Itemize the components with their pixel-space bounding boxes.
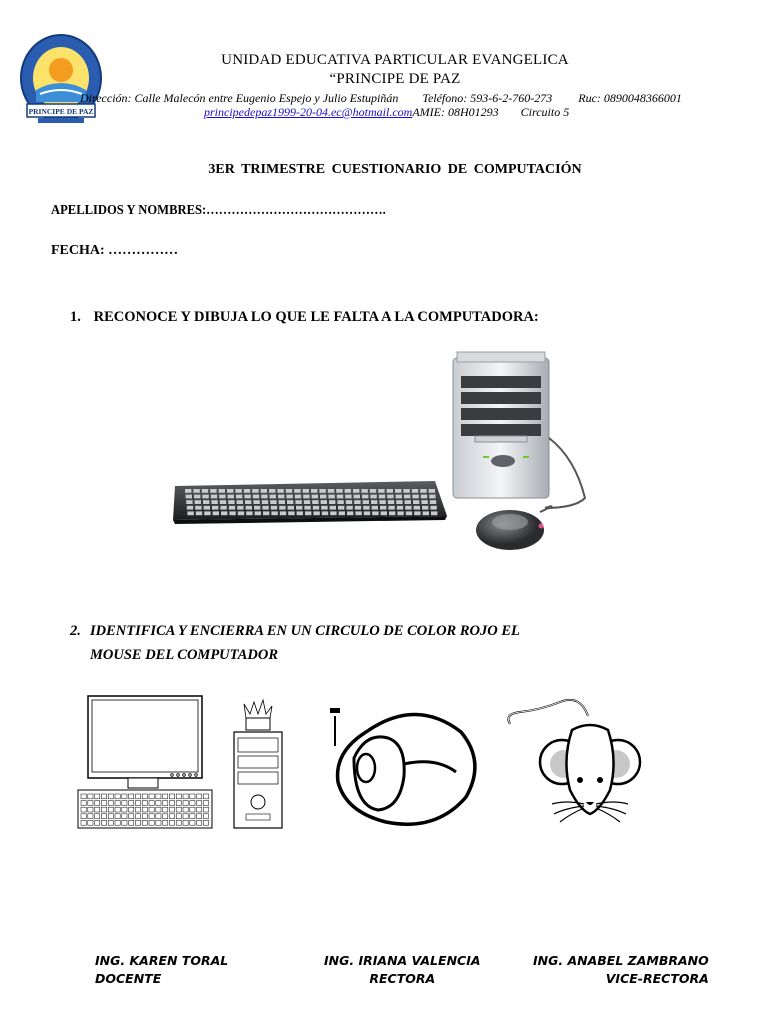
keyboard-key [311, 489, 317, 493]
keyboard-key [347, 511, 353, 515]
phone: Teléfono: 593-6-2-760-273 [422, 91, 553, 105]
keyboard-key [396, 495, 402, 499]
keyboard-key [81, 814, 86, 819]
school-motto: “PRINCIPE DE PAZ [329, 71, 461, 87]
keyboard-key [195, 500, 201, 504]
signature-name: ING. IRIANA VALENCIA [324, 953, 481, 968]
monitor-keyboard-drawing[interactable] [76, 692, 216, 832]
keyboard-key [88, 814, 93, 819]
keyboard-key [346, 506, 352, 510]
computer-illustration [165, 348, 605, 563]
keyboard-key [135, 814, 140, 819]
keyboard-key [363, 506, 369, 510]
keyboard-key [269, 489, 275, 493]
keyboard-key [101, 801, 106, 806]
keyboard-key [286, 489, 292, 493]
keyboard-key [169, 807, 174, 812]
keyboard-key [431, 511, 437, 515]
keyboard-key [81, 801, 86, 806]
keyboard-key [169, 794, 174, 799]
keyboard-key [420, 489, 426, 493]
keyboard-key [219, 489, 225, 493]
keyboard-key [244, 489, 250, 493]
keyboard-key [412, 495, 418, 499]
keyboard-key [81, 794, 86, 799]
keyboard-key [303, 495, 309, 499]
keyboard-key [135, 807, 140, 812]
keyboard-key [296, 506, 302, 510]
keyboard-key [190, 814, 195, 819]
keyboard-key [321, 500, 327, 504]
keyboard-key [219, 495, 225, 499]
question-text-line2: MOUSE DEL COMPUTADOR [90, 647, 278, 663]
keyboard-key [378, 489, 384, 493]
ruc: Ruc: 0890048366001 [578, 91, 682, 105]
keyboard-key [212, 506, 218, 510]
keyboard-key [220, 500, 226, 504]
keyboard-key [253, 500, 259, 504]
signature-rectora [324, 952, 481, 988]
keyboard-key [370, 495, 376, 499]
keyboard-key [122, 820, 127, 825]
keyboard-key [115, 820, 120, 825]
keyboard-key [228, 495, 234, 499]
keyboard-key [364, 511, 370, 515]
keyboard-key [156, 814, 161, 819]
keyboard-key [387, 495, 393, 499]
signature-role: RECTORA [369, 971, 436, 986]
keyboard-key [95, 794, 100, 799]
keyboard-key [262, 506, 268, 510]
keyboard-key [203, 807, 208, 812]
keyboard-key [213, 511, 219, 515]
keyboard-key [187, 506, 193, 510]
keyboard-key [88, 794, 93, 799]
keyboard-key [396, 500, 402, 504]
keyboard-key [197, 807, 202, 812]
keyboard-key [346, 500, 352, 504]
keyboard-key [108, 794, 113, 799]
names-field[interactable]: APELLIDOS Y NOMBRES:……………………………………. [51, 203, 386, 218]
keyboard-key [115, 801, 120, 806]
keyboard-key [101, 794, 106, 799]
keyboard-key [321, 506, 327, 510]
keyboard-key [288, 506, 294, 510]
keyboard-key [203, 794, 208, 799]
keyboard-key [412, 489, 418, 493]
keyboard-key [156, 820, 161, 825]
keyboard-key [319, 489, 325, 493]
keyboard-key [203, 814, 208, 819]
keyboard-key [228, 500, 234, 504]
email-link[interactable]: principedepaz1999-20-04.ec@hotmail.com [204, 105, 413, 119]
keyboard-key [210, 489, 216, 493]
keyboard-key [252, 489, 258, 493]
keyboard-key [423, 511, 429, 515]
keyboard-key [354, 495, 360, 499]
keyboard-key [197, 801, 202, 806]
keyboard-key [295, 495, 301, 499]
keyboard [173, 481, 447, 524]
keyboard-key [196, 511, 202, 515]
keyboard-key [176, 794, 181, 799]
keyboard-key [149, 820, 154, 825]
keyboard-key [108, 814, 113, 819]
keyboard-key [88, 801, 93, 806]
keyboard-key [397, 511, 403, 515]
keyboard-key [363, 500, 369, 504]
keyboard-key [190, 801, 195, 806]
keyboard-key [129, 794, 134, 799]
keyboard-key [95, 807, 100, 812]
keyboard-key [176, 814, 181, 819]
keyboard-key [280, 511, 286, 515]
keyboard-key [183, 794, 188, 799]
keyboard-key [278, 495, 284, 499]
keyboard-key [355, 506, 361, 510]
keyboard-key [397, 506, 403, 510]
mouse-device [476, 506, 551, 550]
keyboard-key [354, 500, 360, 504]
keyboard-key [183, 814, 188, 819]
keyboard-key [163, 814, 168, 819]
keyboard-key [304, 500, 310, 504]
keyboard-key [320, 495, 326, 499]
keyboard-key [429, 495, 435, 499]
keyboard-key [163, 801, 168, 806]
keyboard-key [194, 495, 200, 499]
keyboard-key [122, 794, 127, 799]
keyboard-key [108, 820, 113, 825]
keyboard-key [163, 820, 168, 825]
keyboard-key [338, 506, 344, 510]
keyboard-key [156, 807, 161, 812]
exam-title: 3ER TRIMESTRE CUESTIONARIO DE COMPUTACIÓN [208, 162, 582, 177]
keyboard-key [255, 511, 261, 515]
keyboard-key [277, 489, 283, 493]
keyboard-key [361, 489, 367, 493]
keyboard-key [287, 500, 293, 504]
keyboard-key [414, 506, 420, 510]
keyboard-key [169, 820, 174, 825]
keyboard-key [339, 511, 345, 515]
address-line [80, 91, 682, 106]
animal-mouse-drawing[interactable] [500, 690, 648, 830]
keyboard-key [183, 801, 188, 806]
keyboard-key [187, 511, 193, 515]
keyboard-key [288, 511, 294, 515]
logo-banner-text: PRINCIPE DE PAZ [28, 107, 94, 116]
keyboard-key [122, 807, 127, 812]
computer-mouse-drawing[interactable] [326, 702, 481, 832]
keyboard-key [88, 820, 93, 825]
keyboard-key [405, 506, 411, 510]
keyboard-key [221, 511, 227, 515]
keyboard-key [381, 511, 387, 515]
keyboard-key [380, 506, 386, 510]
keyboard-key [297, 511, 303, 515]
question-text: RECONOCE Y DIBUJA LO QUE LE FALTA A LA COMPUTADORA: [93, 309, 539, 325]
keyboard-key [190, 794, 195, 799]
keyboard-key [186, 500, 192, 504]
keyboard-key [183, 807, 188, 812]
keyboard-key [220, 506, 226, 510]
keyboard-key [204, 506, 210, 510]
keyboard-key [345, 495, 351, 499]
keyboard-key [329, 500, 335, 504]
tower-drawing[interactable] [230, 698, 285, 830]
keyboard-key [129, 814, 134, 819]
keyboard-key [197, 794, 202, 799]
keyboard-key [261, 489, 267, 493]
keyboard-key [262, 500, 268, 504]
keyboard-key [135, 801, 140, 806]
keyboard-key [115, 814, 120, 819]
keyboard-key [430, 500, 436, 504]
keyboard-key [237, 506, 243, 510]
keyboard-key [88, 807, 93, 812]
keyboard-key [353, 489, 359, 493]
keyboard-key [142, 801, 147, 806]
keyboard-key [190, 820, 195, 825]
keyboard-key [202, 495, 208, 499]
keyboard-key [253, 495, 259, 499]
keyboard-key [195, 506, 201, 510]
keyboard-key [246, 511, 252, 515]
keyboard-key [236, 495, 242, 499]
keyboard-key [362, 495, 368, 499]
keyboard-key [115, 794, 120, 799]
keyboard-key [294, 489, 300, 493]
keyboard-key [81, 807, 86, 812]
keyboard-key [304, 506, 310, 510]
keyboard-key [372, 511, 378, 515]
keyboard-key [193, 489, 199, 493]
keyboard-key [149, 801, 154, 806]
keyboard-key [330, 511, 336, 515]
keyboard-key [156, 794, 161, 799]
keyboard-key [149, 807, 154, 812]
keyboard-key [115, 807, 120, 812]
keyboard-key [101, 814, 106, 819]
keyboard-key [185, 489, 191, 493]
keyboard-key [245, 500, 251, 504]
signature-docente [95, 952, 228, 988]
keyboard-key [305, 511, 311, 515]
keyboard-key [129, 820, 134, 825]
keyboard-key [355, 511, 361, 515]
date-field[interactable]: FECHA: …………… [51, 243, 179, 258]
keyboard-key [197, 820, 202, 825]
keyboard-key [176, 807, 181, 812]
keyboard-key [312, 495, 318, 499]
keyboard-key [108, 807, 113, 812]
keyboard-key [388, 506, 394, 510]
keyboard-key [303, 489, 309, 493]
keyboard-key [371, 500, 377, 504]
keyboard-key [246, 506, 252, 510]
tower-case [453, 352, 585, 508]
keyboard-key [270, 500, 276, 504]
keyboard-key [142, 820, 147, 825]
school-name: UNIDAD EDUCATIVA PARTICULAR EVANGELICA [221, 52, 569, 68]
keyboard-key [227, 489, 233, 493]
keyboard-key [95, 801, 100, 806]
keyboard-key [190, 807, 195, 812]
keyboard-key [238, 511, 244, 515]
keyboard-key [328, 495, 334, 499]
keyboard-key [370, 489, 376, 493]
keyboard-key [322, 511, 328, 515]
signature-role: VICE-RECTORA [605, 971, 709, 986]
keyboard-key [203, 500, 209, 504]
question-text-line1: IDENTIFICA Y ENCIERRA EN UN CIRCULO DE COLOR ROJO EL [90, 623, 520, 639]
keyboard-key [142, 794, 147, 799]
keyboard-key [211, 500, 217, 504]
keyboard-key [388, 500, 394, 504]
keyboard-key [203, 820, 208, 825]
signature-vice-rectora [533, 952, 709, 988]
keyboard-key [279, 506, 285, 510]
amie-code: AMIE: 08H01293 [412, 105, 499, 119]
keyboard-key [142, 814, 147, 819]
keyboard-key [279, 500, 285, 504]
keyboard-key [263, 511, 269, 515]
circuit: Circuito 5 [520, 105, 570, 119]
keyboard-key [108, 801, 113, 806]
keyboard-key [95, 814, 100, 819]
keyboard-key [95, 820, 100, 825]
keyboard-key [403, 489, 409, 493]
email-line [204, 105, 569, 120]
keyboard-key [312, 500, 318, 504]
keyboard-key [261, 495, 267, 499]
keyboard-key [286, 495, 292, 499]
keyboard-key [163, 794, 168, 799]
keyboard-key [135, 794, 140, 799]
keyboard-key [405, 500, 411, 504]
keyboard-key [345, 489, 351, 493]
keyboard-key [244, 495, 250, 499]
keyboard-key [387, 489, 393, 493]
keyboard-key [169, 814, 174, 819]
keyboard-key [328, 489, 334, 493]
keyboard-key [429, 489, 435, 493]
keyboard-key [149, 794, 154, 799]
keyboard-key [202, 489, 208, 493]
keyboard-key [197, 814, 202, 819]
signature-role: DOCENTE [95, 971, 162, 986]
keyboard-key [129, 801, 134, 806]
keyboard-key [122, 801, 127, 806]
keyboard-key [395, 489, 401, 493]
question-1 [70, 309, 539, 326]
keyboard-key [337, 495, 343, 499]
address: Dirección: Calle Malecón entre Eugenio Espejo y Julio Estupiñán [80, 91, 399, 105]
keyboard-key [271, 511, 277, 515]
keyboard-key [430, 506, 436, 510]
keyboard-key [186, 495, 192, 499]
keyboard-key [237, 500, 243, 504]
keyboard-key [129, 807, 134, 812]
keyboard-key [372, 506, 378, 510]
question-number: 2. [70, 623, 81, 639]
keyboard-key [163, 807, 168, 812]
keyboard-key [211, 495, 217, 499]
keyboard-key [422, 506, 428, 510]
keyboard-key [414, 511, 420, 515]
keyboard-key [156, 801, 161, 806]
keyboard-key [271, 506, 277, 510]
keyboard-key [254, 506, 260, 510]
keyboard-key [149, 814, 154, 819]
keyboard-key [295, 500, 301, 504]
keyboard-key [101, 820, 106, 825]
keyboard-key [379, 495, 385, 499]
keyboard-key [203, 801, 208, 806]
keyboard-key [122, 814, 127, 819]
keyboard-key [421, 500, 427, 504]
keyboard-key [204, 511, 210, 515]
keyboard-key [135, 820, 140, 825]
keyboard-key [404, 495, 410, 499]
signature-name: ING. ANABEL ZAMBRANO [533, 953, 709, 968]
keyboard-key [270, 495, 276, 499]
keyboard-key [406, 511, 412, 515]
keyboard-key [337, 500, 343, 504]
signature-name: ING. KAREN TORAL [95, 953, 229, 968]
keyboard-key [229, 511, 235, 515]
keyboard-key [183, 820, 188, 825]
keyboard-key [330, 506, 336, 510]
keyboard-key [421, 495, 427, 499]
question-number: 1. [70, 309, 81, 325]
keyboard-key [336, 489, 342, 493]
keyboard-key [169, 801, 174, 806]
keyboard-key [389, 511, 395, 515]
keyboard-key [229, 506, 235, 510]
keyboard-key [142, 807, 147, 812]
keyboard-key [379, 500, 385, 504]
keyboard-key [235, 489, 241, 493]
question-2 [70, 619, 520, 667]
keyboard-key [176, 801, 181, 806]
keyboard-key [101, 807, 106, 812]
keyboard-key [81, 820, 86, 825]
keyboard-key [313, 506, 319, 510]
keyboard-key [313, 511, 319, 515]
keyboard-key [413, 500, 419, 504]
keyboard-key [176, 820, 181, 825]
